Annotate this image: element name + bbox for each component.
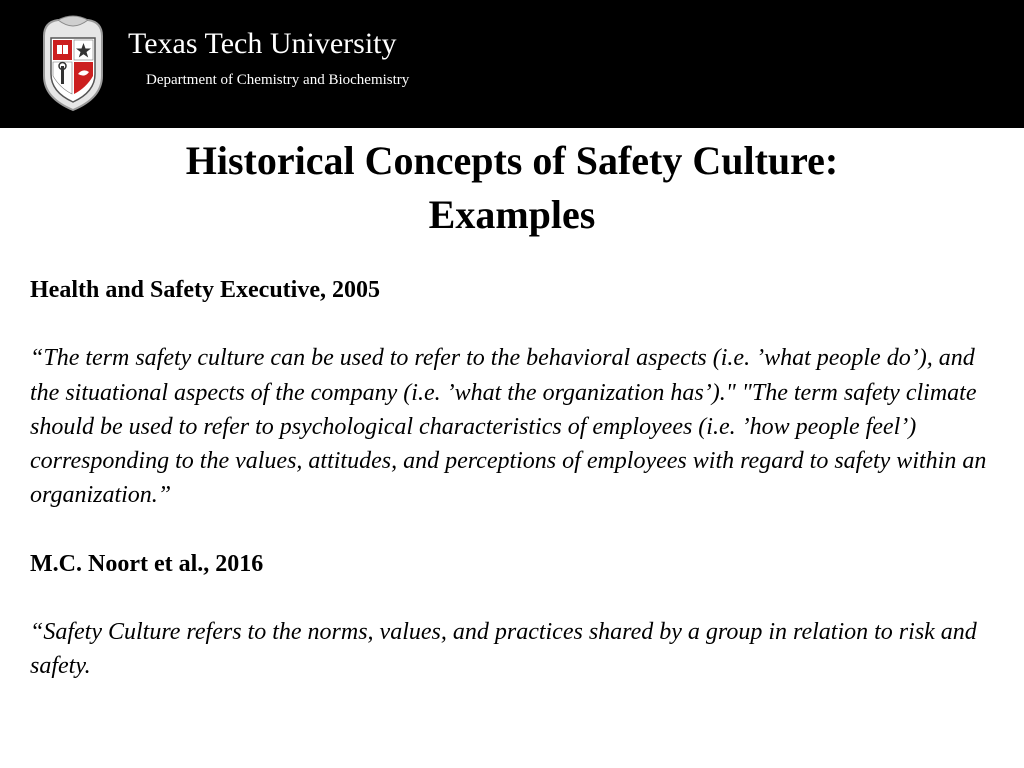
- department-name: Department of Chemistry and Biochemistry: [146, 72, 410, 88]
- slide-title-line2: Examples: [428, 192, 596, 237]
- spacer: [30, 307, 990, 341]
- source-citation: M.C. Noort et al., 2016: [30, 550, 264, 577]
- spacer: [30, 581, 990, 615]
- source-citation: Health and Safety Executive, 2005: [30, 277, 380, 303]
- quote-text: “The term safety culture can be used to refer to the behavioral aspects (i.e. ’what people do’), and the situational aspects of the company (i.e. ’what the organization has’)." "The term safety climate should be used to refer to psychological characteristics of employees (i.e. ’how people feel’) corresponding to the values, attitudes, and perceptions of employees with regard to safety within an organization.”: [30, 345, 987, 509]
- slide-title-line1: Historical Concepts of Safety Culture:: [185, 138, 839, 183]
- university-seal-icon: [38, 14, 108, 112]
- slide-title: [0, 134, 1024, 242]
- spacer: [30, 512, 990, 546]
- header-banner: [0, 0, 1024, 128]
- university-name: Texas Tech University: [128, 27, 397, 60]
- quote-text: “Safety Culture refers to the norms, values, and practices shared by a group in relation to risk and safety.: [30, 618, 977, 680]
- slide-body: [30, 273, 990, 683]
